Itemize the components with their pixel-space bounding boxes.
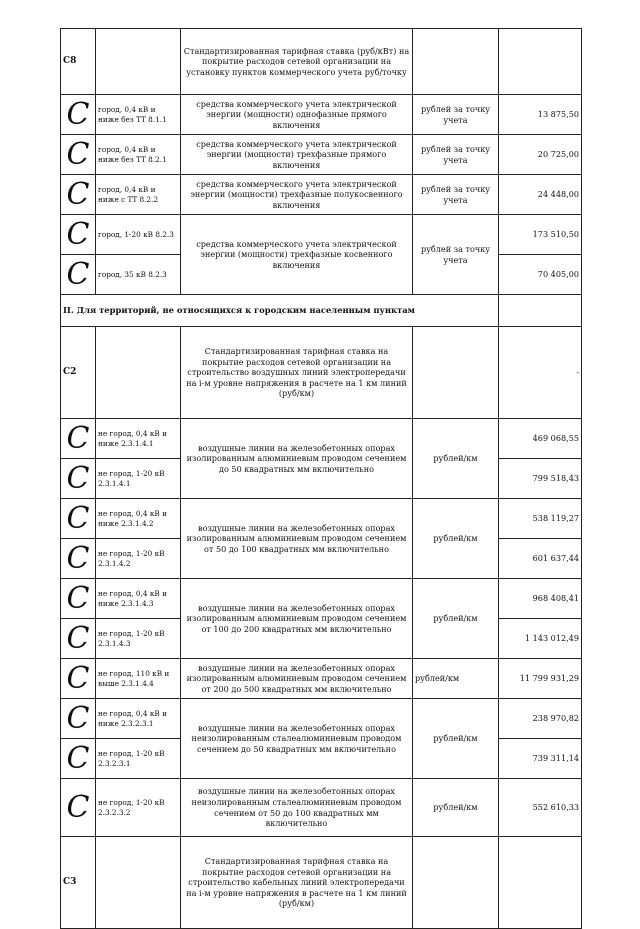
- table-row: [61, 419, 582, 459]
- section-row: [61, 295, 582, 327]
- row-description: средства коммерческого учета электрической энергии (мощности) однофазные прямого включения: [181, 95, 413, 135]
- rate-subscript: не город, 0,4 кВ и ниже 2.3.1.4.3: [96, 579, 181, 619]
- rate-symbol: C: [61, 175, 96, 215]
- row-value: 1 143 012,49: [499, 619, 582, 659]
- rate-symbol: C: [61, 95, 96, 135]
- row-description: средства коммерческого учета электрической энергии (мощности) трехфазные косвенного включения: [181, 215, 413, 295]
- row-value: 70 405,00: [499, 255, 582, 295]
- row-unit: рублей/км: [413, 419, 499, 499]
- rate-symbol: C: [61, 579, 96, 619]
- row-description: средства коммерческого учета электрической энергии (мощности) трехфазные полукосвенного включения: [181, 175, 413, 215]
- row-description: воздушные линии на железобетонных опорах неизолированным сталеалюминиевым проводом сечением от 50 до 100 квадратных мм включительно: [181, 779, 413, 837]
- row-unit: рублей за точку учета: [413, 135, 499, 175]
- rate-subscript: не город, 1-20 кВ 2.3.2.3.1: [96, 739, 181, 779]
- rate-symbol: C: [61, 659, 96, 699]
- rate-subscript: город, 0,4 кВ и ниже без ТТ 8.2.1: [96, 135, 181, 175]
- row-description: воздушные линии на железобетонных опорах изолированным алюминиевым проводом сечением от 50 до 100 квадратных мм включительно: [181, 499, 413, 579]
- rate-symbol: C: [61, 215, 96, 255]
- row-value: 173 510,50: [499, 215, 582, 255]
- row-unit: рублей/км: [413, 579, 499, 659]
- rate-code: С3: [61, 837, 96, 929]
- rate-description: Стандартизированная тарифная ставка (руб/кВт) на покрытие расходов сетевой организации на установку пунктов коммерческого учета руб/точку: [181, 29, 413, 95]
- rate-subscript: город, 0,4 кВ и ниже без ТТ 8.1.1: [96, 95, 181, 135]
- rate-code: С8: [61, 29, 96, 95]
- rate-code: С2: [61, 327, 96, 419]
- rate-description: Стандартизированная тарифная ставка на покрытие расходов сетевой организации на строительство кабельных линий электропередачи на i-м уровне напряжения в расчете на 1 км линий (руб/км): [181, 837, 413, 929]
- rate-symbol: C: [61, 135, 96, 175]
- rate-symbol: C: [61, 499, 96, 539]
- row-value: 469 068,55: [499, 419, 582, 459]
- tariff-table: [60, 28, 582, 929]
- row-value: -: [499, 327, 582, 419]
- table-row: [61, 215, 582, 255]
- row-unit: рублей/км: [413, 659, 499, 699]
- row-value: 968 408,41: [499, 579, 582, 619]
- rate-symbol: C: [61, 255, 96, 295]
- rate-symbol: C: [61, 419, 96, 459]
- row-unit: рублей/км: [413, 699, 499, 779]
- row-description: воздушные линии на железобетонных опорах изолированным алюминиевым проводом сечением до 50 квадратных мм включительно: [181, 419, 413, 499]
- rate-subscript: город, 35 кВ 8.2.3: [96, 255, 181, 295]
- rate-subscript: не город, 0,4 кВ и ниже 2.3.1.4.2: [96, 499, 181, 539]
- table-row: [61, 135, 582, 175]
- row-value: 11 799 931,29: [499, 659, 582, 699]
- row-description: воздушные линии на железобетонных опорах изолированным алюминиевым проводом сечением от 100 до 200 квадратных мм включительно: [181, 579, 413, 659]
- rate-subscript: не город, 0,4 кВ и ниже 2.3.1.4.1: [96, 419, 181, 459]
- row-value: 538 119,27: [499, 499, 582, 539]
- table-row: [61, 579, 582, 619]
- rate-subscript: не город, 1-20 кВ 2.3.2.3.2: [96, 779, 181, 837]
- rate-description: Стандартизированная тарифная ставка на покрытие расходов сетевой организации на строительство воздушных линий электропередачи на i-м уровне напряжения в расчете на 1 км линий (руб/км): [181, 327, 413, 419]
- rate-subscript: город, 1-20 кВ 8.2.3: [96, 215, 181, 255]
- c2-header-row: [61, 327, 582, 419]
- c8-header-row: [61, 29, 582, 95]
- rate-subscript: не город, 1-20 кВ 2.3.1.4.3: [96, 619, 181, 659]
- rate-subscript: не город, 0,4 кВ и ниже 2.3.2.3.1: [96, 699, 181, 739]
- row-unit: рублей за точку учета: [413, 95, 499, 135]
- rate-subscript: не город, 1-20 кВ 2.3.1.4.1: [96, 459, 181, 499]
- row-value: 552 610,33: [499, 779, 582, 837]
- row-unit: рублей за точку учета: [413, 215, 499, 295]
- row-value: 20 725,00: [499, 135, 582, 175]
- rate-symbol: C: [61, 699, 96, 739]
- rate-symbol: C: [61, 459, 96, 499]
- rate-symbol: C: [61, 539, 96, 579]
- rate-symbol: C: [61, 739, 96, 779]
- rate-subscript: не город, 1-20 кВ 2.3.1.4.2: [96, 539, 181, 579]
- table-row: [61, 699, 582, 739]
- table-row: [61, 95, 582, 135]
- row-value: 601 637,44: [499, 539, 582, 579]
- table-row: [61, 659, 582, 699]
- row-unit: рублей/км: [413, 779, 499, 837]
- rate-symbol: C: [61, 619, 96, 659]
- row-value: 238 970,82: [499, 699, 582, 739]
- row-description: воздушные линии на железобетонных опорах неизолированным сталеалюминиевым проводом сечением до 50 квадратных мм включительно: [181, 699, 413, 779]
- row-unit: рублей/км: [413, 499, 499, 579]
- c3-header-row: [61, 837, 582, 929]
- table-row: [61, 499, 582, 539]
- table-row: [61, 175, 582, 215]
- row-value: 13 875,50: [499, 95, 582, 135]
- row-value: 739 311,14: [499, 739, 582, 779]
- table-row: [61, 779, 582, 837]
- rate-symbol: C: [61, 779, 96, 837]
- row-description: средства коммерческого учета электрической энергии (мощности) трехфазные прямого включения: [181, 135, 413, 175]
- row-value: 799 518,43: [499, 459, 582, 499]
- row-value: 24 448,00: [499, 175, 582, 215]
- rate-subscript: город, 0,4 кВ и ниже с ТТ 8.2.2: [96, 175, 181, 215]
- row-unit: рублей за точку учета: [413, 175, 499, 215]
- section-title: II. Для территорий, не относящихся к городским населенным пунктам: [61, 295, 499, 327]
- row-description: воздушные линии на железобетонных опорах изолированным алюминиевым проводом сечением от 200 до 500 квадратных мм включительно: [181, 659, 413, 699]
- rate-subscript: не город, 110 кВ и выше 2.3.1.4.4: [96, 659, 181, 699]
